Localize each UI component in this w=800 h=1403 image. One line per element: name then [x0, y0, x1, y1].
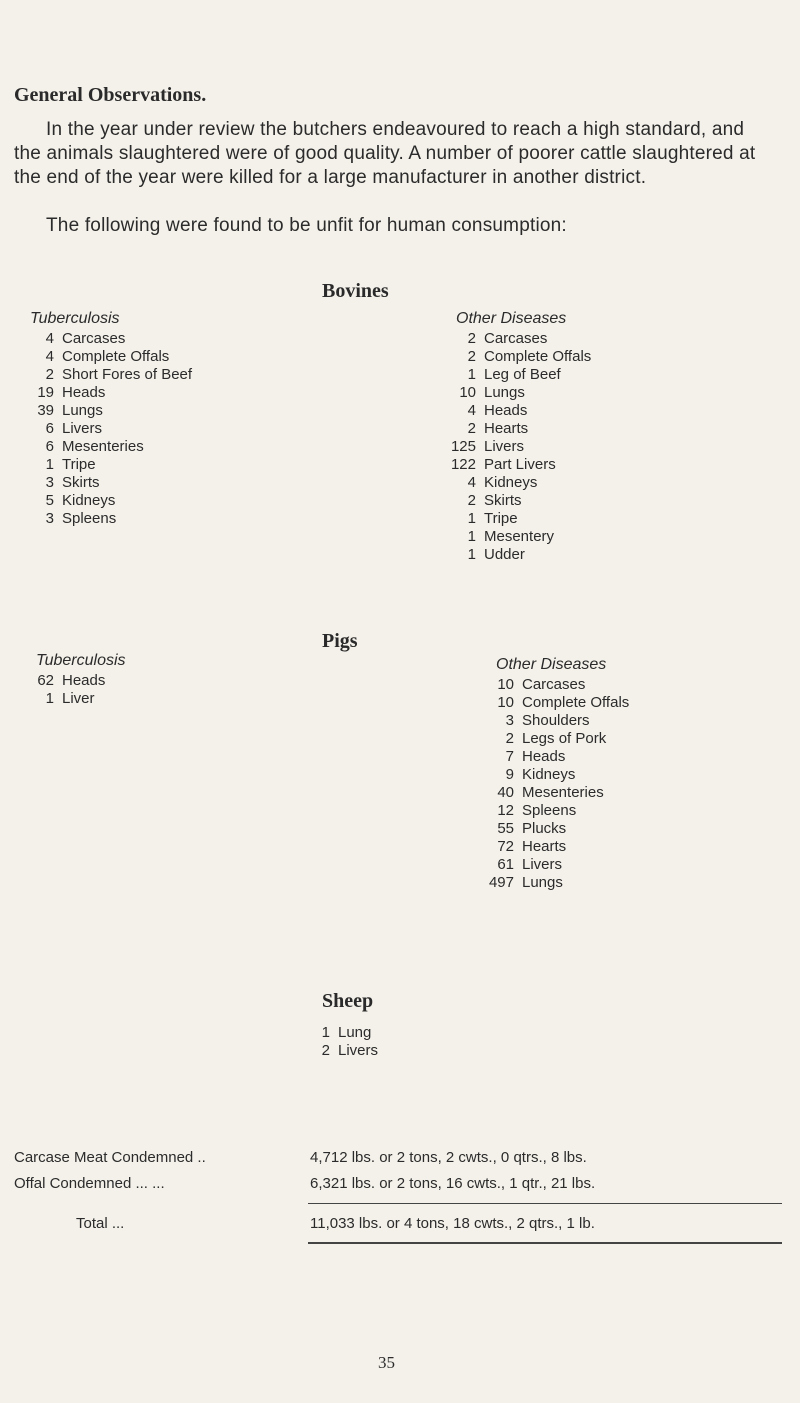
intro-paragraph: [14, 118, 774, 190]
list-item: [30, 348, 192, 366]
item-count: 122: [450, 456, 476, 473]
pigs-tuberculosis-column: [30, 652, 126, 708]
sheep-column: [318, 1024, 378, 1060]
item-count: 5: [45, 492, 54, 509]
item-count: 39: [37, 402, 54, 419]
bovines-tuberculosis-column: [30, 310, 192, 528]
item-name: Spleens: [522, 802, 577, 819]
list-item: [484, 676, 629, 694]
list-item: [30, 384, 192, 402]
item-count: 4: [45, 348, 54, 365]
item-count: 6: [45, 438, 54, 455]
list-item: [318, 1024, 378, 1042]
paragraph-2: The following were found to be unfit for human consumption:: [46, 215, 567, 236]
item-name: Lungs: [484, 384, 525, 401]
item-list: [30, 672, 126, 708]
item-count: 9: [505, 766, 514, 783]
item-name: Carcases: [62, 330, 126, 347]
item-count: 2: [467, 330, 476, 347]
item-name: Complete Offals: [62, 348, 170, 365]
item-count: 7: [505, 748, 514, 765]
item-name: Heads: [522, 748, 566, 765]
list-item: [484, 820, 629, 838]
item-count: 1: [467, 546, 476, 563]
list-item: [30, 474, 192, 492]
item-count: 61: [497, 856, 514, 873]
pigs-title: Pigs: [322, 630, 358, 652]
column-header: Tuberculosis: [36, 652, 126, 669]
item-count: 3: [505, 712, 514, 729]
item-name: Leg of Beef: [484, 366, 561, 383]
item-name: Liver: [62, 690, 95, 707]
item-count: 1: [45, 690, 54, 707]
list-item: [484, 874, 629, 892]
item-name: Kidneys: [522, 766, 576, 783]
item-name: Legs of Pork: [522, 730, 607, 747]
list-item: [30, 456, 192, 474]
list-item: [30, 690, 126, 708]
list-item: [444, 492, 591, 510]
list-item: [484, 838, 629, 856]
list-item: [484, 856, 629, 874]
total-rule: [308, 1242, 782, 1244]
list-item: [484, 730, 629, 748]
list-item: [30, 420, 192, 438]
column-header: Other Diseases: [496, 656, 607, 673]
item-name: Heads: [484, 402, 528, 419]
item-count: 72: [497, 838, 514, 855]
bovines-title: Bovines: [322, 280, 389, 302]
item-count: 2: [467, 348, 476, 365]
list-item: [444, 366, 591, 384]
pigs-other-column: [484, 656, 629, 892]
list-item: [444, 438, 591, 456]
list-item: [484, 802, 629, 820]
item-name: Livers: [62, 420, 103, 437]
item-list: [444, 330, 591, 564]
list-item: [444, 330, 591, 348]
list-item: [484, 748, 629, 766]
list-item: [484, 766, 629, 784]
item-name: Skirts: [62, 474, 100, 491]
list-item: [30, 492, 192, 510]
item-name: Lung: [338, 1024, 372, 1041]
item-name: Carcases: [484, 330, 548, 347]
list-item: [444, 474, 591, 492]
offal-value: 6,321 lbs. or 2 tons, 16 cwts., 1 qtr., 21 lbs.: [310, 1175, 596, 1192]
item-count: 1: [467, 366, 476, 383]
section-heading: General Observations.: [14, 84, 207, 106]
page-number: 35: [378, 1353, 395, 1372]
item-count: 10: [497, 694, 514, 711]
item-name: Tripe: [62, 456, 96, 473]
item-count: 62: [37, 672, 54, 689]
list-item: [30, 366, 192, 384]
item-count: 497: [488, 874, 514, 891]
total-value: 11,033 lbs. or 4 tons, 18 cwts., 2 qtrs., 1 lb.: [310, 1215, 595, 1232]
item-count: 1: [321, 1024, 330, 1041]
item-count: 3: [45, 474, 54, 491]
total-label: Total ...: [76, 1215, 125, 1232]
item-name: Complete Offals: [484, 348, 592, 365]
item-name: Complete Offals: [522, 694, 630, 711]
item-count: 4: [45, 330, 54, 347]
list-item: [30, 402, 192, 420]
item-name: Kidneys: [62, 492, 116, 509]
item-count: 19: [37, 384, 54, 401]
list-item: [30, 510, 192, 528]
item-name: Lungs: [522, 874, 563, 891]
item-name: Heads: [62, 672, 106, 689]
list-item: [444, 402, 591, 420]
item-name: Hearts: [522, 838, 567, 855]
item-count: 1: [467, 528, 476, 545]
list-item: [484, 784, 629, 802]
offal-label: Offal Condemned ... ...: [14, 1175, 165, 1192]
list-item: [484, 712, 629, 730]
item-count: 55: [497, 820, 514, 837]
item-name: Mesentery: [484, 528, 555, 545]
item-name: Livers: [522, 856, 563, 873]
item-count: 2: [467, 492, 476, 509]
list-item: [444, 528, 591, 546]
item-count: 40: [497, 784, 514, 801]
list-item: [444, 546, 591, 564]
item-count: 12: [497, 802, 514, 819]
list-item: [444, 348, 591, 366]
list-item: [444, 456, 591, 474]
list-item: [30, 438, 192, 456]
item-name: Shoulders: [522, 712, 590, 729]
item-count: 3: [45, 510, 54, 527]
item-count: 1: [467, 510, 476, 527]
item-name: Spleens: [62, 510, 117, 527]
item-name: Tripe: [484, 510, 518, 527]
item-name: Heads: [62, 384, 106, 401]
column-header: Tuberculosis: [30, 310, 120, 327]
item-list: [30, 330, 192, 528]
item-count: 10: [497, 676, 514, 693]
item-name: Skirts: [484, 492, 522, 509]
item-name: Plucks: [522, 820, 567, 837]
sheep-title: Sheep: [322, 990, 374, 1012]
item-name: Part Livers: [484, 456, 556, 473]
list-item: [318, 1042, 378, 1060]
item-name: Short Fores of Beef: [62, 366, 193, 383]
bovines-other-column: [444, 310, 591, 564]
item-count: 4: [467, 402, 476, 419]
list-item: [30, 330, 192, 348]
item-count: 125: [450, 438, 476, 455]
subtotal-rule: [308, 1203, 782, 1204]
item-count: 10: [459, 384, 476, 401]
list-item: [444, 510, 591, 528]
item-list: [318, 1024, 378, 1060]
item-count: 1: [45, 456, 54, 473]
item-name: Mesenteries: [62, 438, 144, 455]
paragraph-1: In the year under review the butchers endeavoured to reach a high standard, and the animals slaughtered were of good quality. A number of poorer cattle slaughtered at the end of the year were killed for a large manufacturer in another district.: [14, 119, 756, 188]
intro-paragraph-2: [14, 214, 774, 238]
item-name: Udder: [484, 546, 525, 563]
item-count: 2: [505, 730, 514, 747]
item-count: 2: [45, 366, 54, 383]
item-count: 2: [467, 420, 476, 437]
item-name: Livers: [338, 1042, 379, 1059]
list-item: [444, 384, 591, 402]
list-item: [444, 420, 591, 438]
list-item: [30, 672, 126, 690]
carcase-label: Carcase Meat Condemned ..: [14, 1149, 206, 1166]
item-list: [484, 676, 629, 892]
item-name: Lungs: [62, 402, 103, 419]
item-name: Kidneys: [484, 474, 538, 491]
item-name: Hearts: [484, 420, 529, 437]
item-name: Livers: [484, 438, 525, 455]
item-name: Mesenteries: [522, 784, 604, 801]
item-count: 2: [321, 1042, 330, 1059]
item-count: 6: [45, 420, 54, 437]
item-name: Carcases: [522, 676, 586, 693]
carcase-value: 4,712 lbs. or 2 tons, 2 cwts., 0 qtrs., 8 lbs.: [310, 1149, 587, 1166]
item-count: 4: [467, 474, 476, 491]
list-item: [484, 694, 629, 712]
column-header: Other Diseases: [456, 310, 567, 327]
